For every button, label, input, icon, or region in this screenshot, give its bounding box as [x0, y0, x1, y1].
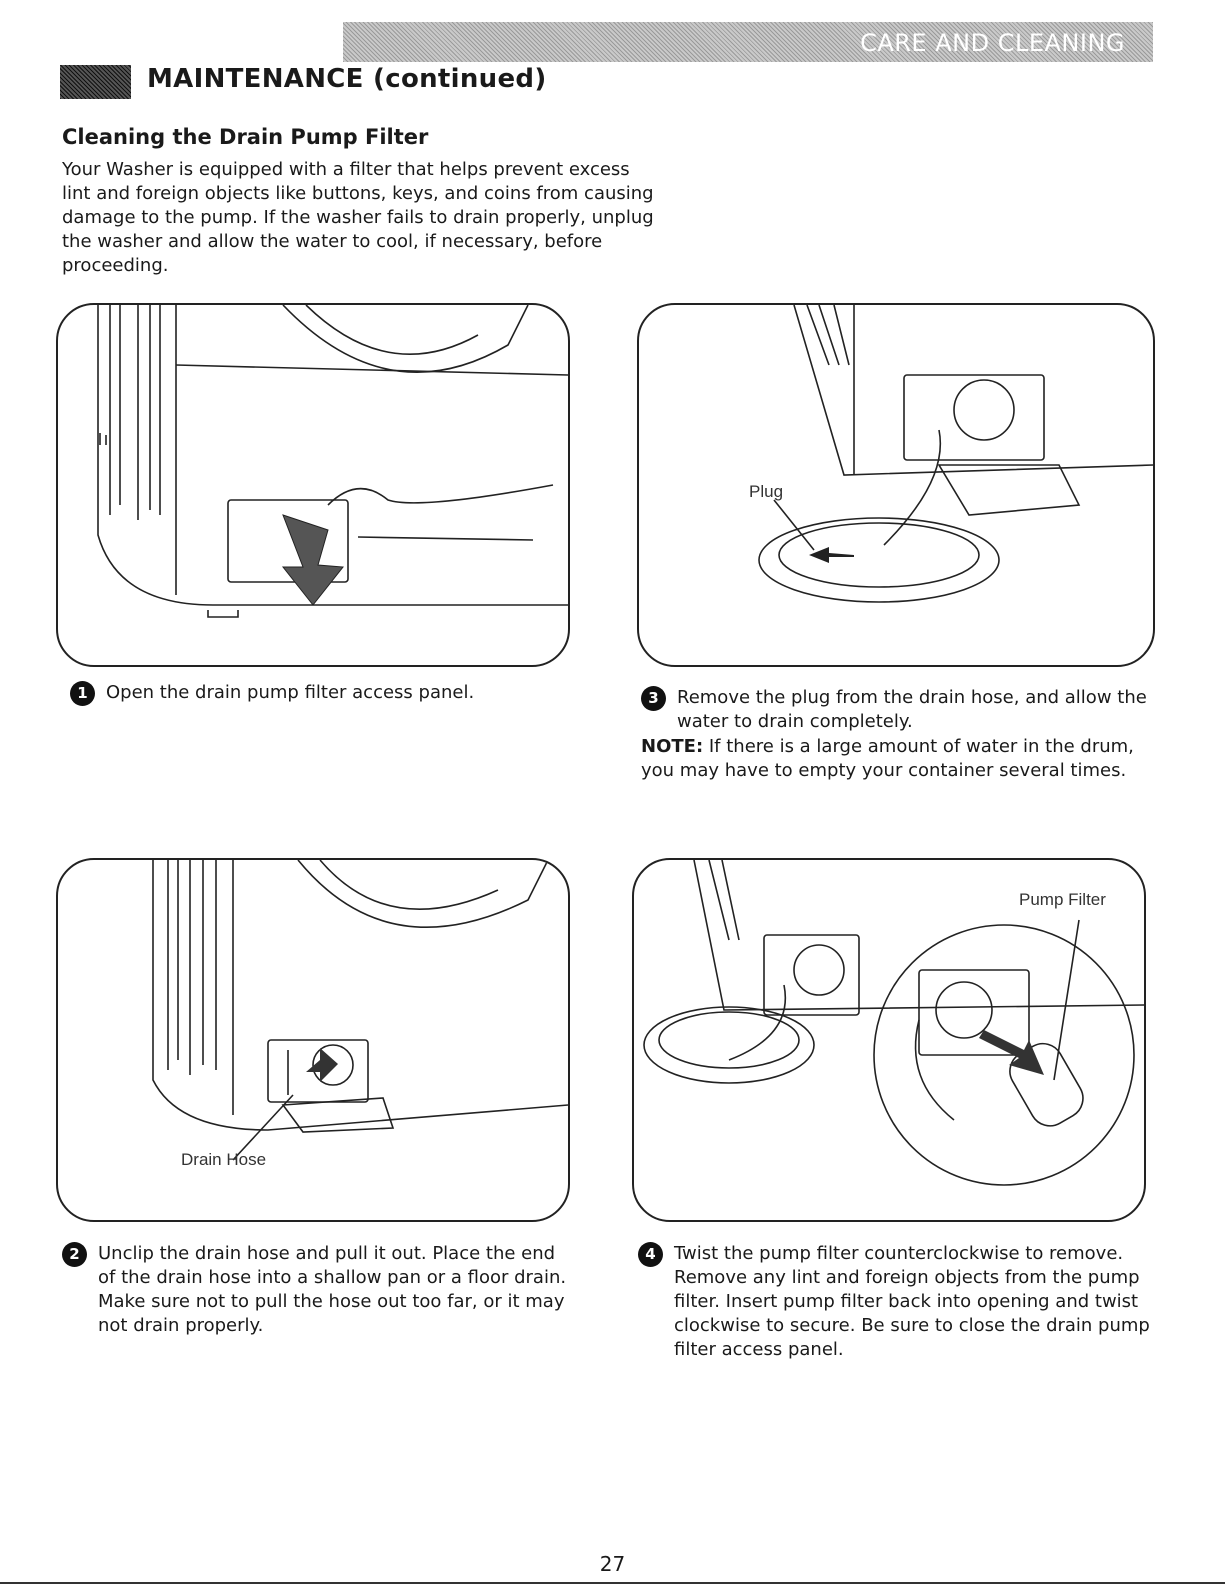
note-text: If there is a large amount of water in the drum, you may have to empty your container several times.: [641, 736, 1134, 781]
step-number-badge: 1: [70, 681, 95, 706]
page-number: 27: [599, 1552, 626, 1576]
step-text: Unclip the drain hose and pull it out. Place the end of the drain hose into a shallow pan or a floor drain. Make sure not to pull the hose out too far, or it may not drain properly.: [98, 1243, 567, 1336]
step-2: [62, 1242, 572, 1338]
pump-filter-label: Pump Filter: [1019, 890, 1106, 909]
note-paragraph: [641, 735, 1161, 783]
step-number-badge: 4: [638, 1242, 663, 1267]
step-4: [638, 1242, 1158, 1362]
pump-filter-illustration: [634, 860, 1144, 1220]
step-number-badge: 3: [641, 686, 666, 711]
step-1: [70, 681, 550, 705]
step-text: Twist the pump filter counterclockwise to remove. Remove any lint and foreign objects from the pump filter. Insert pump filter back into opening and twist clockwise to secure. Be sure to close the drain pump filter access panel.: [674, 1243, 1150, 1360]
section-marker: [60, 65, 131, 99]
chapter-banner: [343, 22, 1153, 62]
chapter-title: CARE AND CLEANING: [860, 29, 1125, 57]
step-text: Open the drain pump filter access panel.: [106, 682, 475, 703]
drain-pan-illustration: [639, 305, 1153, 665]
figure-remove-plug: [637, 303, 1155, 667]
drain-hose-illustration: [58, 860, 568, 1220]
step-text: Remove the plug from the drain hose, and allow the water to drain completely.: [677, 687, 1147, 732]
step-3: [641, 686, 1161, 734]
figure-open-panel: [56, 303, 570, 667]
step-number-badge: 2: [62, 1242, 87, 1267]
plug-label: Plug: [749, 482, 784, 501]
note-label: NOTE:: [641, 736, 704, 757]
section-title: MAINTENANCE (continued): [147, 64, 547, 94]
figure-twist-filter: [632, 858, 1146, 1222]
drain-hose-label: Drain Hose: [181, 1150, 267, 1169]
figure-unclip-hose: [56, 858, 570, 1222]
intro-paragraph: Your Washer is equipped with a filter that helps prevent excess lint and foreign objects like buttons, keys, and coins from causing damage to the pump. If the washer fails to drain properly, unplug the washer and allow the water to cool, if necessary, before proceeding.: [62, 159, 654, 276]
washer-panel-illustration: [58, 305, 568, 665]
subsection-title: Cleaning the Drain Pump Filter: [62, 125, 429, 149]
bottom-rule: [0, 1582, 1225, 1584]
